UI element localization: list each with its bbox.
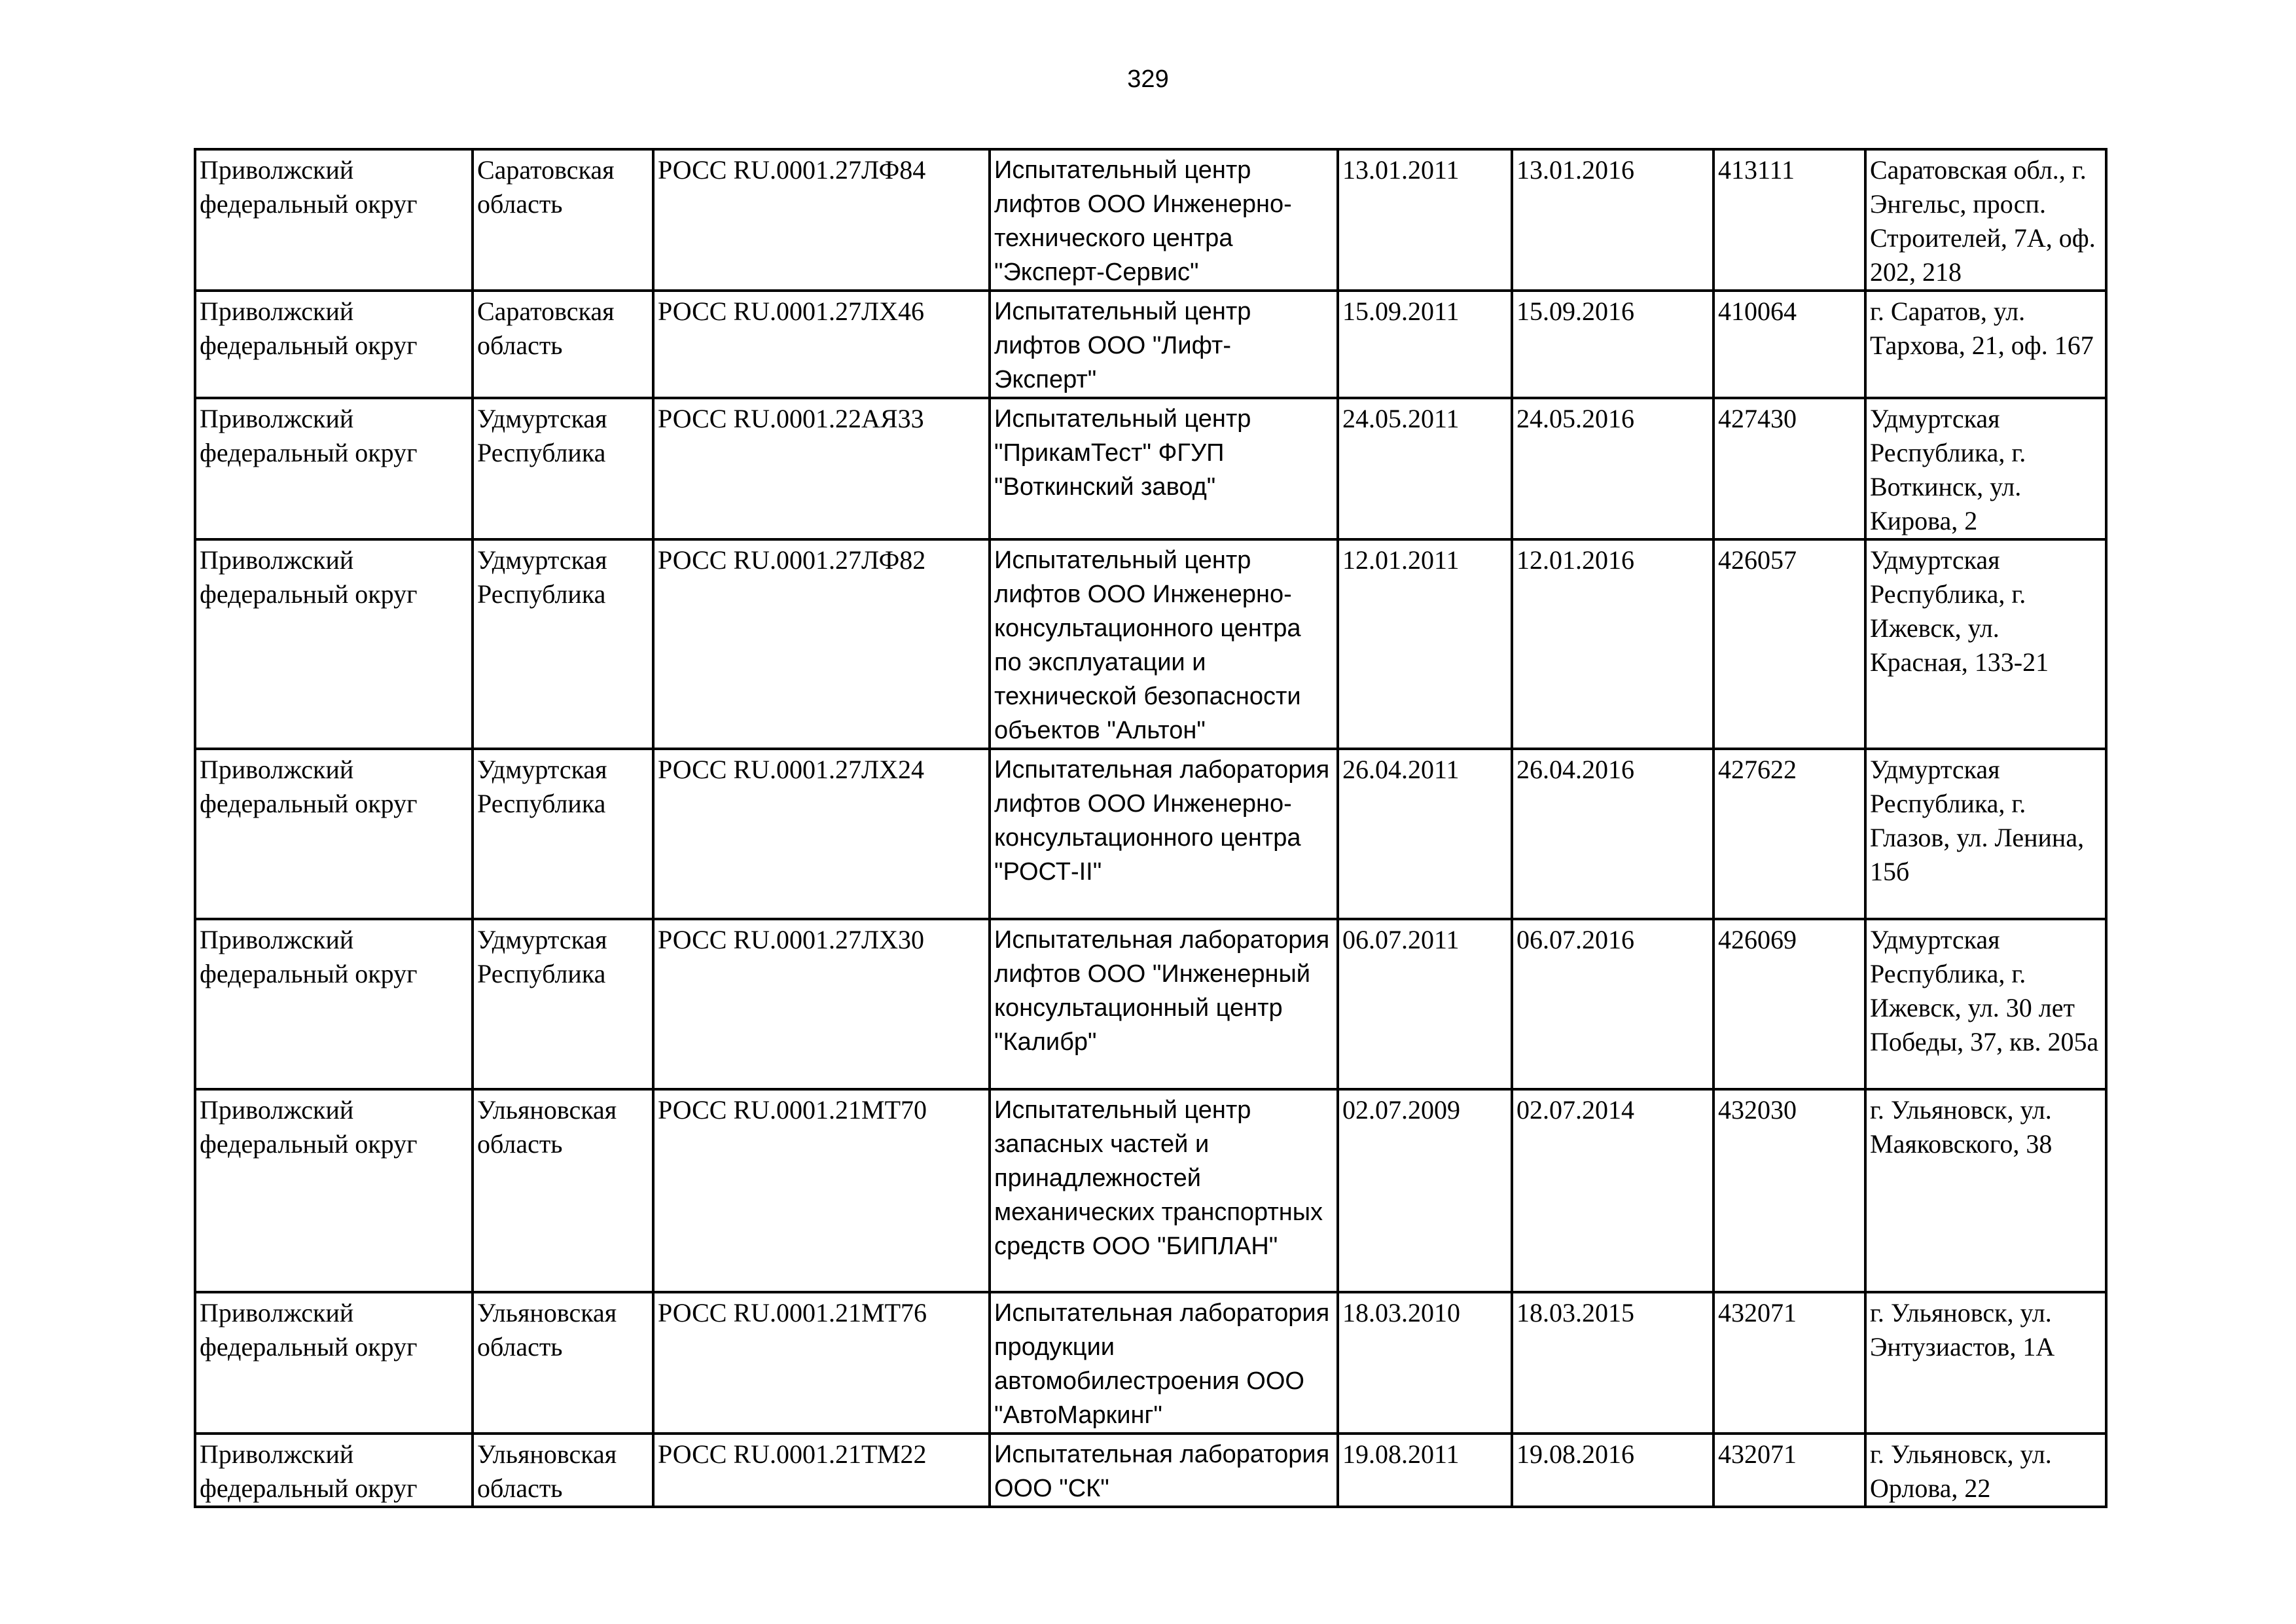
page-number: 329 — [1127, 65, 1169, 93]
organization-cell: Испытательный центр "ПрикамТест" ФГУП "Воткинский завод" — [990, 398, 1338, 539]
address-cell: Удмуртская Республика, г. Воткинск, ул. Кирова, 2 — [1865, 398, 2106, 539]
reg-number-cell: РОСС RU.0001.27ЛХ46 — [653, 291, 990, 398]
reg-number-cell: РОСС RU.0001.21МТ76 — [653, 1292, 990, 1434]
region-cell: Удмуртская Республика — [473, 398, 653, 539]
organization-cell: Испытательный центр запасных частей и принадлежностей механических транспортных средств ООО "БИПЛАН" — [990, 1089, 1338, 1292]
district-cell: Приволжский федеральный округ — [195, 539, 473, 749]
region-cell: Удмуртская Республика — [473, 539, 653, 749]
date-issued-cell: 26.04.2011 — [1338, 749, 1512, 919]
district-cell: Приволжский федеральный округ — [195, 1434, 473, 1507]
table-row — [195, 1292, 2106, 1434]
postcode-cell: 410064 — [1713, 291, 1865, 398]
address-cell: Удмуртская Республика, г. Ижевск, ул. Красная, 133-21 — [1865, 539, 2106, 749]
region-cell: Саратовская область — [473, 291, 653, 398]
postcode-cell: 427622 — [1713, 749, 1865, 919]
date-issued-cell: 15.09.2011 — [1338, 291, 1512, 398]
date-valid-cell: 06.07.2016 — [1512, 919, 1713, 1089]
postcode-cell: 427430 — [1713, 398, 1865, 539]
reg-number-cell: РОСС RU.0001.22АЯ33 — [653, 398, 990, 539]
date-issued-cell: 12.01.2011 — [1338, 539, 1512, 749]
table-row — [195, 149, 2106, 291]
date-valid-cell: 18.03.2015 — [1512, 1292, 1713, 1434]
reg-number-cell: РОСС RU.0001.27ЛФ84 — [653, 149, 990, 291]
region-cell: Удмуртская Республика — [473, 749, 653, 919]
date-valid-cell: 26.04.2016 — [1512, 749, 1713, 919]
district-cell: Приволжский федеральный округ — [195, 749, 473, 919]
reg-number-cell: РОСС RU.0001.27ЛХ24 — [653, 749, 990, 919]
postcode-cell: 432071 — [1713, 1292, 1865, 1434]
organization-cell: Испытательный центр лифтов ООО "Лифт-Эксперт" — [990, 291, 1338, 398]
table-row — [195, 398, 2106, 539]
date-issued-cell: 02.07.2009 — [1338, 1089, 1512, 1292]
district-cell: Приволжский федеральный округ — [195, 149, 473, 291]
postcode-cell: 432071 — [1713, 1434, 1865, 1507]
district-cell: Приволжский федеральный округ — [195, 919, 473, 1089]
district-cell: Приволжский федеральный округ — [195, 1292, 473, 1434]
table-row — [195, 291, 2106, 398]
address-cell: г. Ульяновск, ул. Энтузиастов, 1А — [1865, 1292, 2106, 1434]
address-cell: г. Саратов, ул. Тархова, 21, оф. 167 — [1865, 291, 2106, 398]
address-cell: г. Ульяновск, ул. Орлова, 22 — [1865, 1434, 2106, 1507]
address-cell: Удмуртская Республика, г. Глазов, ул. Ленина, 15б — [1865, 749, 2106, 919]
reg-number-cell: РОСС RU.0001.21МТ70 — [653, 1089, 990, 1292]
date-valid-cell: 13.01.2016 — [1512, 149, 1713, 291]
table-row — [195, 749, 2106, 919]
region-cell: Ульяновская область — [473, 1089, 653, 1292]
organization-cell: Испытательная лаборатория продукции автомобилестроения ООО "АвтоМаркинг" — [990, 1292, 1338, 1434]
date-valid-cell: 24.05.2016 — [1512, 398, 1713, 539]
organization-cell: Испытательная лаборатория лифтов ООО Инженерно-консультационного центра "РОСТ-II" — [990, 749, 1338, 919]
region-cell: Ульяновская область — [473, 1434, 653, 1507]
table-row — [195, 1434, 2106, 1507]
district-cell: Приволжский федеральный округ — [195, 1089, 473, 1292]
postcode-cell: 426057 — [1713, 539, 1865, 749]
table-row — [195, 1089, 2106, 1292]
postcode-cell: 432030 — [1713, 1089, 1865, 1292]
organization-cell: Испытательный центр лифтов ООО Инженерно-технического центра "Эксперт-Сервис" — [990, 149, 1338, 291]
table-row — [195, 919, 2106, 1089]
address-cell: Удмуртская Республика, г. Ижевск, ул. 30 лет Победы, 37, кв. 205а — [1865, 919, 2106, 1089]
date-issued-cell: 18.03.2010 — [1338, 1292, 1512, 1434]
reg-number-cell: РОСС RU.0001.27ЛФ82 — [653, 539, 990, 749]
postcode-cell: 426069 — [1713, 919, 1865, 1089]
table-row — [195, 539, 2106, 749]
postcode-cell: 413111 — [1713, 149, 1865, 291]
address-cell: Саратовская обл., г. Энгельс, просп. Строителей, 7А, оф. 202, 218 — [1865, 149, 2106, 291]
date-valid-cell: 02.07.2014 — [1512, 1089, 1713, 1292]
organization-cell: Испытательная лаборатория лифтов ООО "Инженерный консультационный центр "Калибр" — [990, 919, 1338, 1089]
region-cell: Удмуртская Республика — [473, 919, 653, 1089]
date-valid-cell: 12.01.2016 — [1512, 539, 1713, 749]
date-valid-cell: 15.09.2016 — [1512, 291, 1713, 398]
district-cell: Приволжский федеральный округ — [195, 291, 473, 398]
organization-cell: Испытательный центр лифтов ООО Инженерно-консультационного центра по эксплуатации и технической безопасности объектов "Альтон" — [990, 539, 1338, 749]
district-cell: Приволжский федеральный округ — [195, 398, 473, 539]
reg-number-cell: РОСС RU.0001.27ЛХ30 — [653, 919, 990, 1089]
reg-number-cell: РОСС RU.0001.21ТМ22 — [653, 1434, 990, 1507]
date-valid-cell: 19.08.2016 — [1512, 1434, 1713, 1507]
region-cell: Саратовская область — [473, 149, 653, 291]
date-issued-cell: 24.05.2011 — [1338, 398, 1512, 539]
testing-labs-table — [194, 148, 2108, 1508]
date-issued-cell: 13.01.2011 — [1338, 149, 1512, 291]
region-cell: Ульяновская область — [473, 1292, 653, 1434]
date-issued-cell: 06.07.2011 — [1338, 919, 1512, 1089]
date-issued-cell: 19.08.2011 — [1338, 1434, 1512, 1507]
organization-cell: Испытательная лаборатория ООО "СК" — [990, 1434, 1338, 1507]
address-cell: г. Ульяновск, ул. Маяковского, 38 — [1865, 1089, 2106, 1292]
